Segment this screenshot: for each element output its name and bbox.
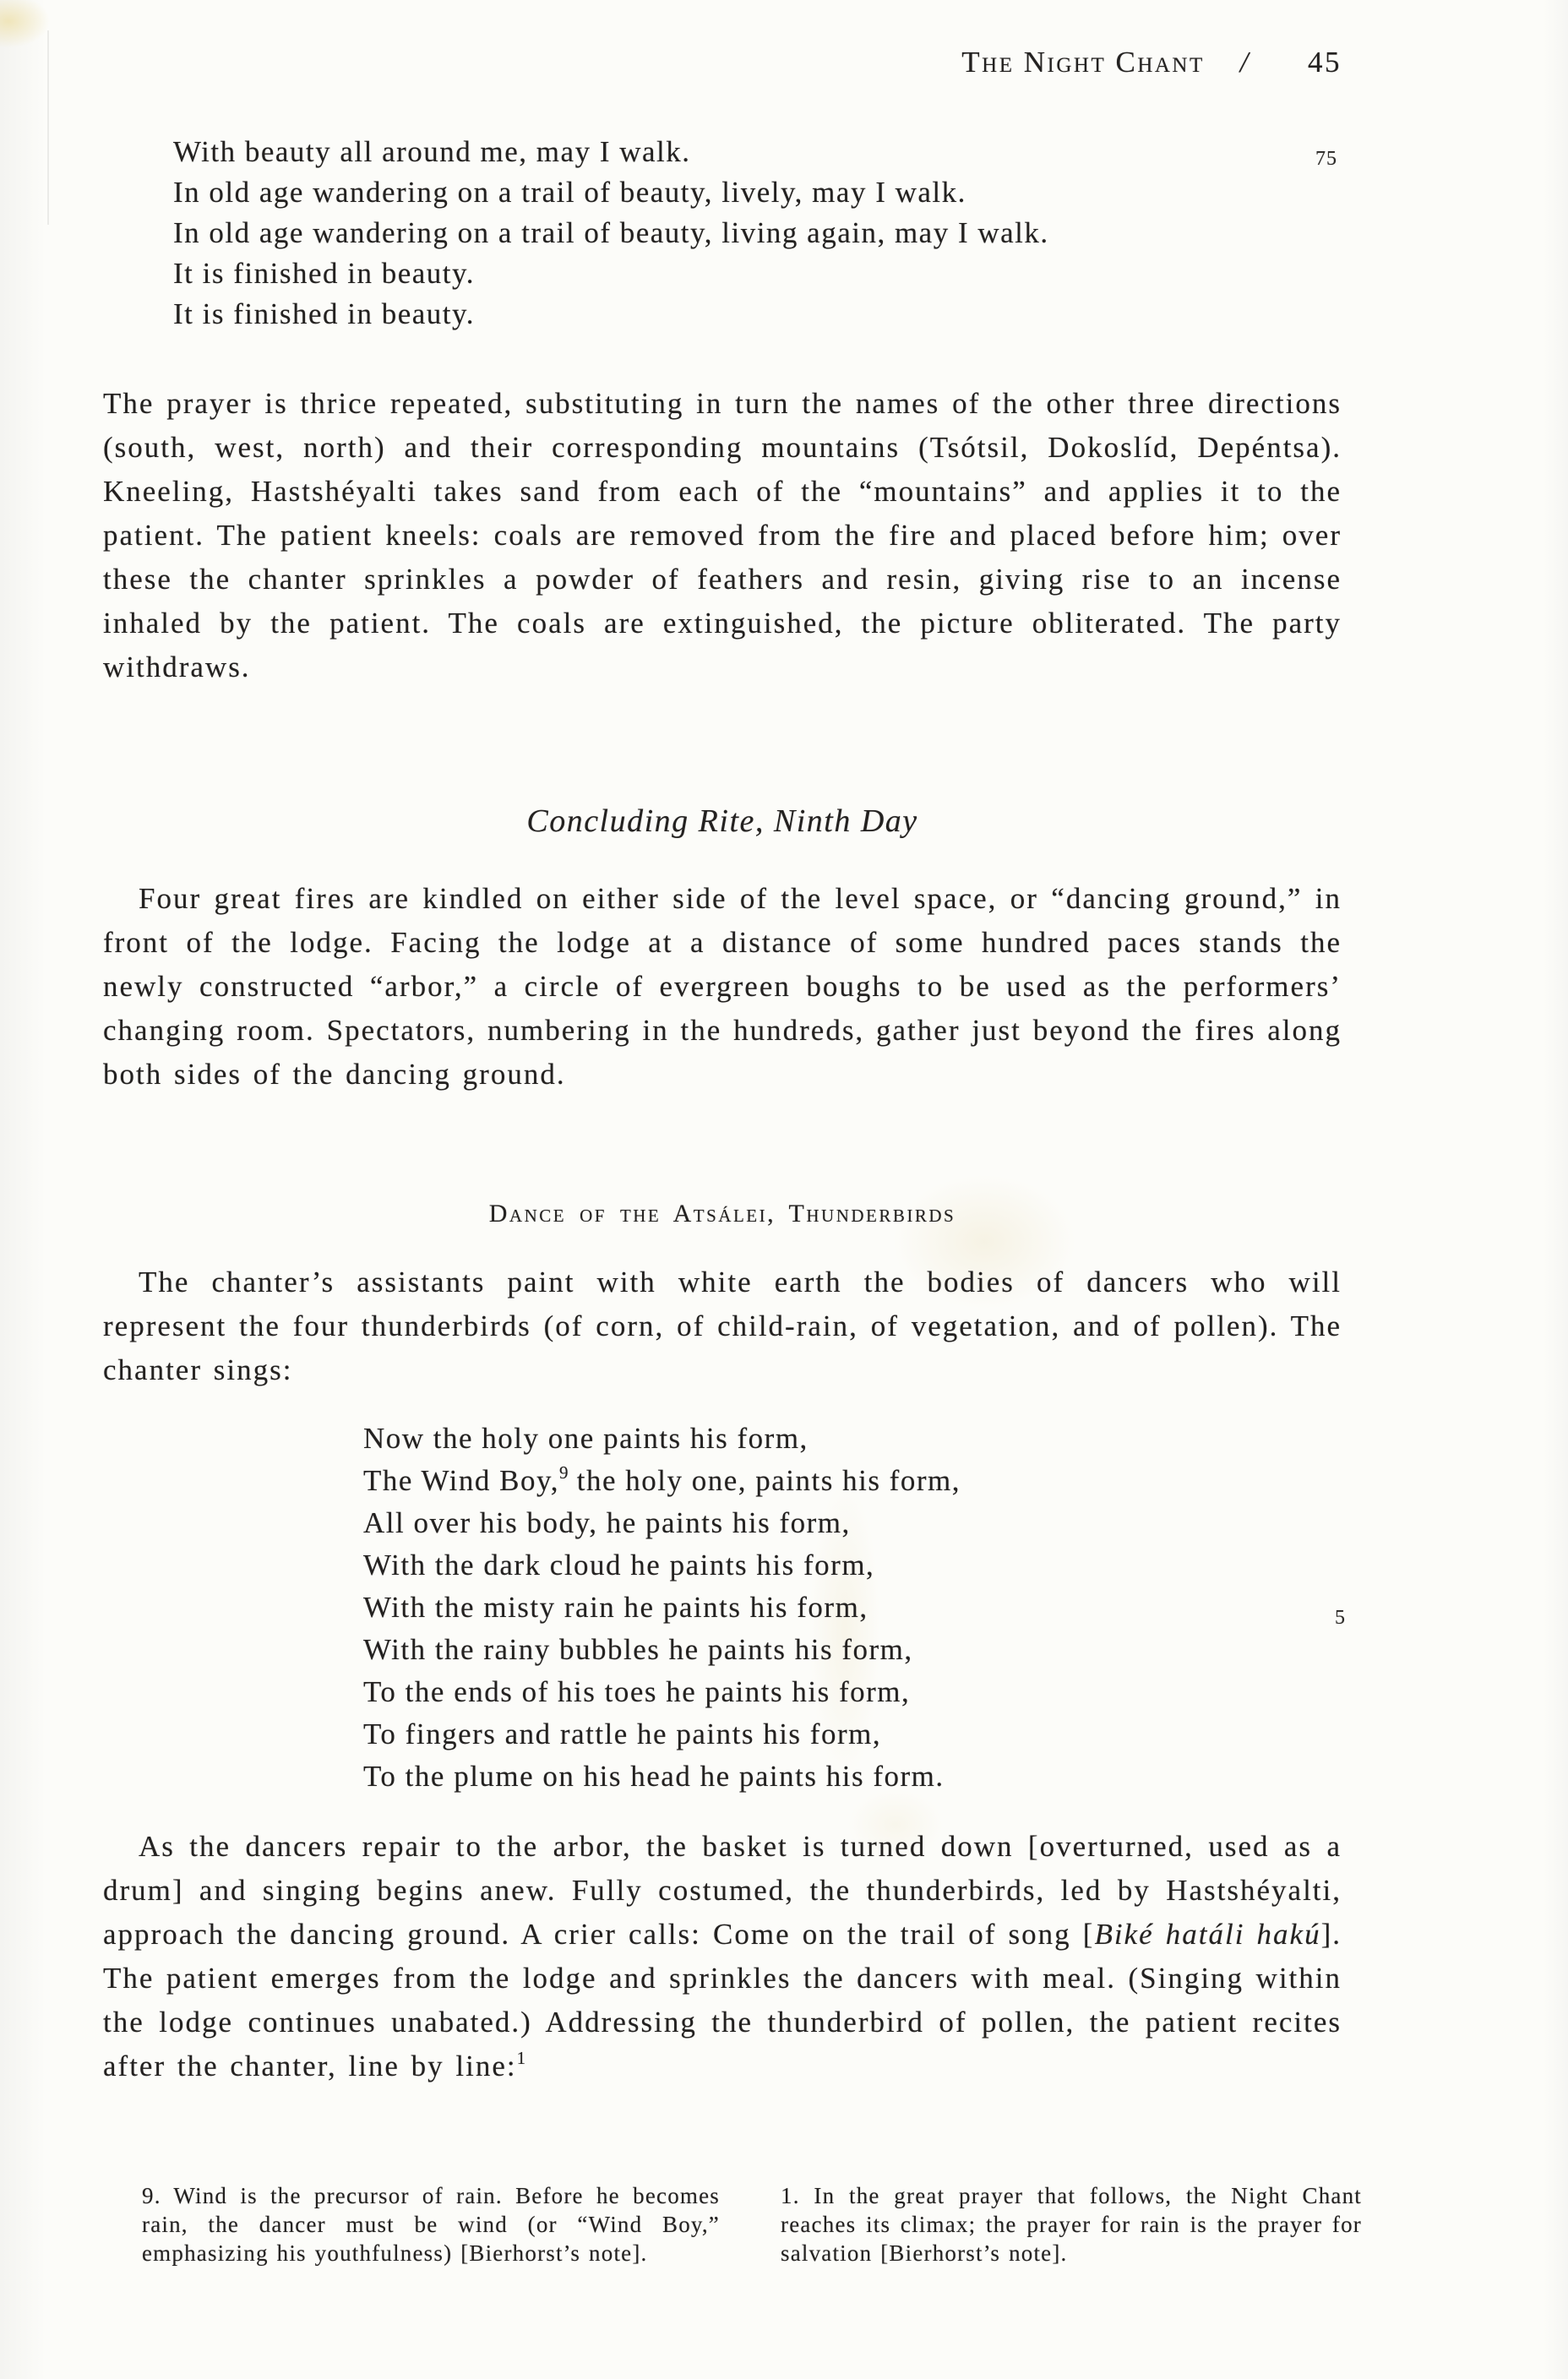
header-separator: / [1239,46,1250,79]
footnote-reference-9: 9 [558,1462,569,1483]
verse-line: It is finished in beauty. [173,297,475,330]
footnote-1: 1. In the great prayer that follows, the Night Chant reaches its climax; the prayer for rain is the prayer for salvation [Bierhorst’s note]. [781,2183,1362,2266]
closing-paragraph-text: As the dancers repair to the arbor, the basket is turned down [overturned, used as a drum] and singing begins anew. Fully costumed, the thunderbirds, led by Hastshéyalti, approach the dancing ground. A crier calls: Come on the trail of song [ [103,1830,1342,1951]
song-line-number: 5 [1335,1607,1346,1629]
song-line: Now the holy one paints his form, [363,1422,808,1455]
navajo-phrase-italic: Biké hatáli hakú [1094,1918,1321,1951]
verse-line: In old age wandering on a trail of beauty, lively, may I walk. [173,176,966,209]
paragraph-chanters-assistants: The chanter’s assistants paint with white earth the bodies of dancers who will represent the four thunderbirds (of corn, of child-rain, of vegetation, and of pollen). The chanter sings: [103,1266,1342,1386]
paragraph-dancers-repair [103,1825,1342,2088]
paragraph-four-great-fires: Four great fires are kindled on either side of the level space, or “dancing ground,” in front of the lodge. Facing the lodge at a distance of some hundred paces stands the newly constructed “arbor,” a circle of evergreen boughs to be used as the performers’ changing room. Spectators, numbering in the hundreds, gather just beyond the fires along both sides of the dancing ground. [103,882,1342,1091]
song-line: To the plume on his head he paints his form. [363,1760,945,1793]
song-line: With the dark cloud he paints his form, [363,1549,875,1581]
verse-line: In old age wandering on a trail of beauty, living again, may I walk. [173,216,1049,249]
running-header [103,46,1342,79]
footnote-reference-1: 1 [516,2048,526,2068]
song-line: To fingers and rattle he paints his form, [363,1718,882,1750]
verse-line-number: 75 [1315,148,1337,170]
song-line-text: the holy one, paints his form, [568,1464,961,1497]
heading-concluding-rite: Concluding Rite, Ninth Day [526,803,918,839]
paragraph-prayer-repeated: The prayer is thrice repeated, substituting in turn the names of the other three directions (south, west, north) and their corresponding mountains (Tsótsil, Dokoslíd, Depéntsa). Kneeling, Hastshéyalti takes sand from each of the “mountains” and applies it to the patient. The patient kneels: coals are removed from the fire and placed before him; over these the chanter sprinkles a powder of feathers and resin, giving rise to an incense inhaled by the patient. The coals are extinguished, the picture obliterated. The party withdraws. [103,387,1342,683]
song-line: With the misty rain he paints his form, [363,1591,868,1624]
page-number: 45 [1308,46,1342,79]
song-line: With the rainy bubbles he paints his form, [363,1633,913,1666]
footnote-9: 9. Wind is the precursor of rain. Before he becomes rain, the dancer must be wind (or “Wind Boy,” emphasizing his youthfulness) [Bierhorst’s note]. [142,2183,720,2266]
opening-verse [173,132,1337,335]
song-line: To the ends of his toes he paints his form, [363,1675,911,1708]
song-line-text: The Wind Boy, [363,1464,559,1497]
scan-artifact-line [47,30,49,225]
verse-line: It is finished in beauty. [173,257,475,290]
song-line [363,1460,961,1502]
song-block [363,1418,1346,1798]
heading-dance-of-atsalei: Dance of the Atsálei, Thunderbirds [488,1200,956,1228]
verse-line: With beauty all around me, may I walk. [173,135,691,168]
song-line: All over his body, he paints his form, [363,1506,851,1539]
running-title: The Night Chant [961,46,1205,79]
closing-paragraph-text: ]. The patient emerges from the lodge and sprinkles the dancers with meal. (Singing within the lodge continues unabated.) Addressing the thunderbird of pollen, the patient recites after the chanter, line by line: [103,1918,1342,2082]
